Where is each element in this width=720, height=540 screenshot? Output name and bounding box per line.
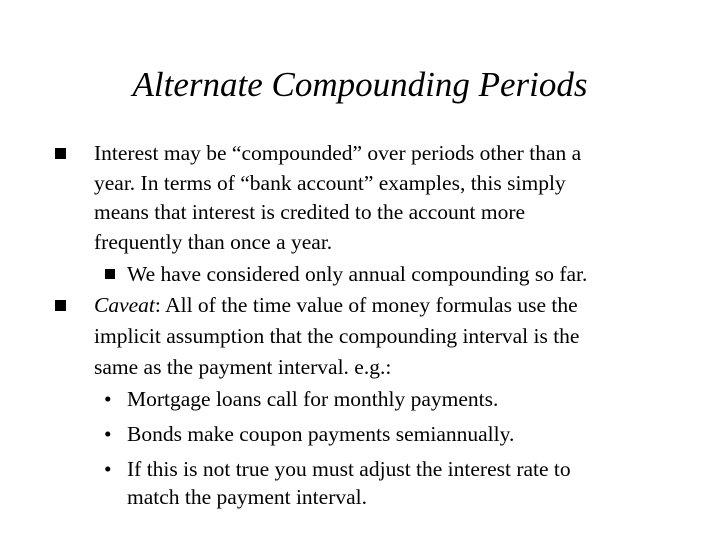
bullet1-line1: Interest may be “compounded” over periods other than a: [94, 141, 582, 165]
square-bullet-icon: [55, 148, 66, 159]
bullet2-line2: implicit assumption that the compounding interval is the: [94, 324, 580, 348]
dot-bullet-icon: •: [104, 457, 112, 481]
bullet2-line1: [94, 292, 578, 318]
square-bullet-icon: [55, 300, 66, 311]
bullet1-line2: year. In terms of “bank account” examples, this simply: [94, 171, 566, 195]
bullet2-sub1: Mortgage loans call for monthly payments.: [127, 387, 499, 411]
dot-bullet-icon: •: [104, 422, 112, 446]
caveat-word: Caveat: [94, 293, 155, 317]
bullet1-sub1: We have considered only annual compounding so far.: [127, 262, 588, 286]
bullet2-sub3-line1: If this is not true you must adjust the interest rate to: [127, 457, 571, 481]
bullet2-line3: same as the payment interval. e.g.:: [94, 355, 392, 379]
bullet2-sub2: Bonds make coupon payments semiannually.: [127, 422, 515, 446]
dot-bullet-icon: •: [104, 387, 112, 411]
bullet2-sub3-line2: match the payment interval.: [127, 485, 367, 509]
bullet2-line1-rest: : All of the time value of money formulas use the: [154, 293, 578, 317]
square-bullet-icon: [105, 269, 115, 279]
bullet1-line4: frequently than once a year.: [94, 230, 333, 254]
slide-title: Alternate Compounding Periods: [132, 65, 588, 104]
bullet1-line3: means that interest is credited to the account more: [94, 200, 526, 224]
